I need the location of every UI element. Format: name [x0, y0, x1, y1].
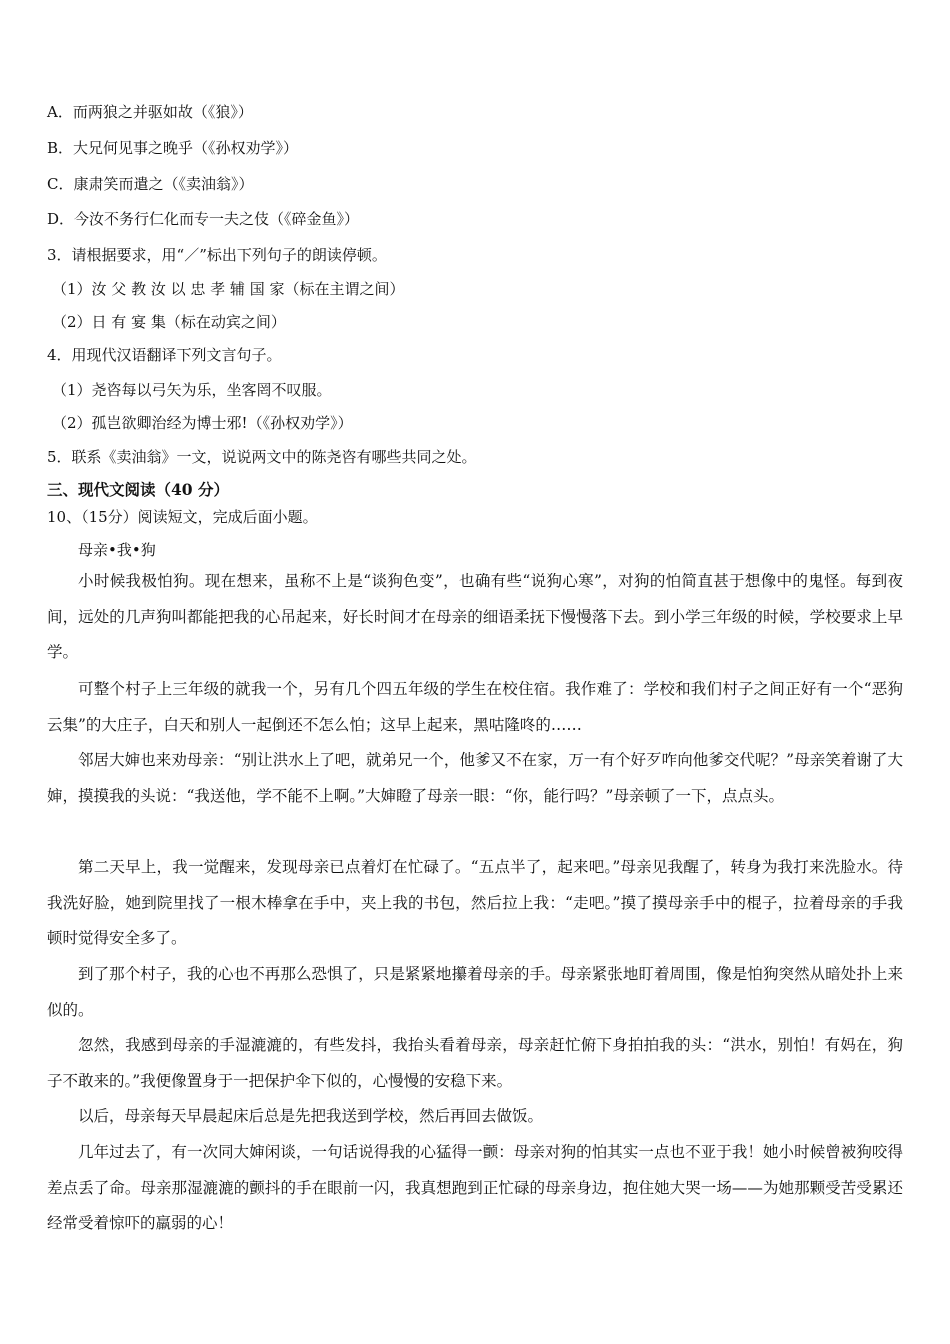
- question-3-item: （2）日 有 宴 集（标在动宾之间）: [52, 313, 286, 331]
- option-b: B．大兄何见事之晚乎（《孙权劝学》）: [47, 139, 299, 157]
- option-d: D．今汝不务行仁化而专一夫之伎（《碎金鱼》）: [47, 210, 360, 228]
- article-paragraph: 几年过去了，有一次同大婶闲谈，一句话说得我的心猛得一颤：母亲对狗的怕其实一点也不亚于我！她小时候曾被狗咬得差点丢了命。母亲那湿漉漉的颤抖的手在眼前一闪，我真想跑到正忙碌的母亲身边，抱住她大哭一场——为她那颗受苦受累还经常受着惊吓的羸弱的心！: [47, 1143, 903, 1232]
- question-4-item: （1）尧咨每以弓矢为乐，坐客罔不叹服。: [52, 381, 332, 399]
- section-heading: 三、现代文阅读（40 分）: [47, 480, 229, 499]
- article-title: 母亲•我•狗: [78, 541, 156, 559]
- article-paragraph: 第二天早上，我一觉醒来，发现母亲已点着灯在忙碌了。“五点半了，起来吧。”母亲见我醒了，转身为我打来洗脸水。待我洗好脸，她到院里找了一根木棒拿在手中，夹上我的书包，然后拉上我：“走吧。”摸了摸母亲手中的棍子，拉着母亲的手我顿时觉得安全多了。: [47, 858, 903, 947]
- option-a: A．而两狼之并驱如故（《狼》）: [47, 103, 253, 121]
- option-c: C．康肃笑而遣之（《卖油翁》）: [47, 175, 254, 193]
- question-3-stem: 3．请根据要求，用“／”标出下列句子的朗读停顿。: [47, 246, 387, 264]
- article-paragraph: 以后，母亲每天早晨起床后总是先把我送到学校，然后再回去做饭。: [78, 1107, 544, 1125]
- question-4-stem: 4．用现代汉语翻译下列文言句子。: [47, 346, 282, 364]
- question-3-item: （1）汝 父 教 汝 以 忠 孝 辅 国 家（标在主谓之间）: [52, 280, 405, 298]
- article-paragraph: 邻居大婶也来劝母亲：“别让洪水上了吧，就弟兄一个，他爹又不在家，万一有个好歹咋向他爹交代呢？”母亲笑着谢了大婶，摸摸我的头说：“我送他，学不能不上啊。”大婶瞪了母亲一眼：“你，能行吗？”母亲顿了一下，点点头。: [47, 751, 903, 805]
- question-5: 5．联系《卖油翁》一文，说说两文中的陈尧咨有哪些共同之处。: [47, 448, 477, 466]
- article-paragraph: 忽然，我感到母亲的手湿漉漉的，有些发抖，我抬头看着母亲，母亲赶忙俯下身拍拍我的头：“洪水，别怕！有妈在，狗子不敢来的。”我便像置身于一把保护伞下似的，心慢慢的安稳下来。: [47, 1036, 903, 1090]
- question-4-item: （2）孤岂欲卿治经为博士邪!（《孙权劝学》）: [52, 414, 353, 432]
- article-paragraph: 到了那个村子，我的心也不再那么恐惧了，只是紧紧地攥着母亲的手。母亲紧张地盯着周围，像是怕狗突然从暗处扑上来似的。: [47, 965, 903, 1019]
- question-10-stem: 10、（15分）阅读短文，完成后面小题。: [47, 508, 318, 526]
- article-paragraph: 可整个村子上三年级的就我一个，另有几个四五年级的学生在校住宿。我作难了：学校和我们村子之间正好有一个“恶狗云集”的大庄子，白天和别人一起倒还不怎么怕；这早上起来，黑咕隆咚的……: [47, 680, 903, 734]
- article-paragraph: 小时候我极怕狗。现在想来，虽称不上是“谈狗色变”，也确有些“说狗心寒”，对狗的怕简直甚于想像中的鬼怪。每到夜间，远处的几声狗叫都能把我的心吊起来，好长时间才在母亲的细语柔抚下慢慢落下去。到小学三年级的时候，学校要求上早学。: [47, 572, 903, 661]
